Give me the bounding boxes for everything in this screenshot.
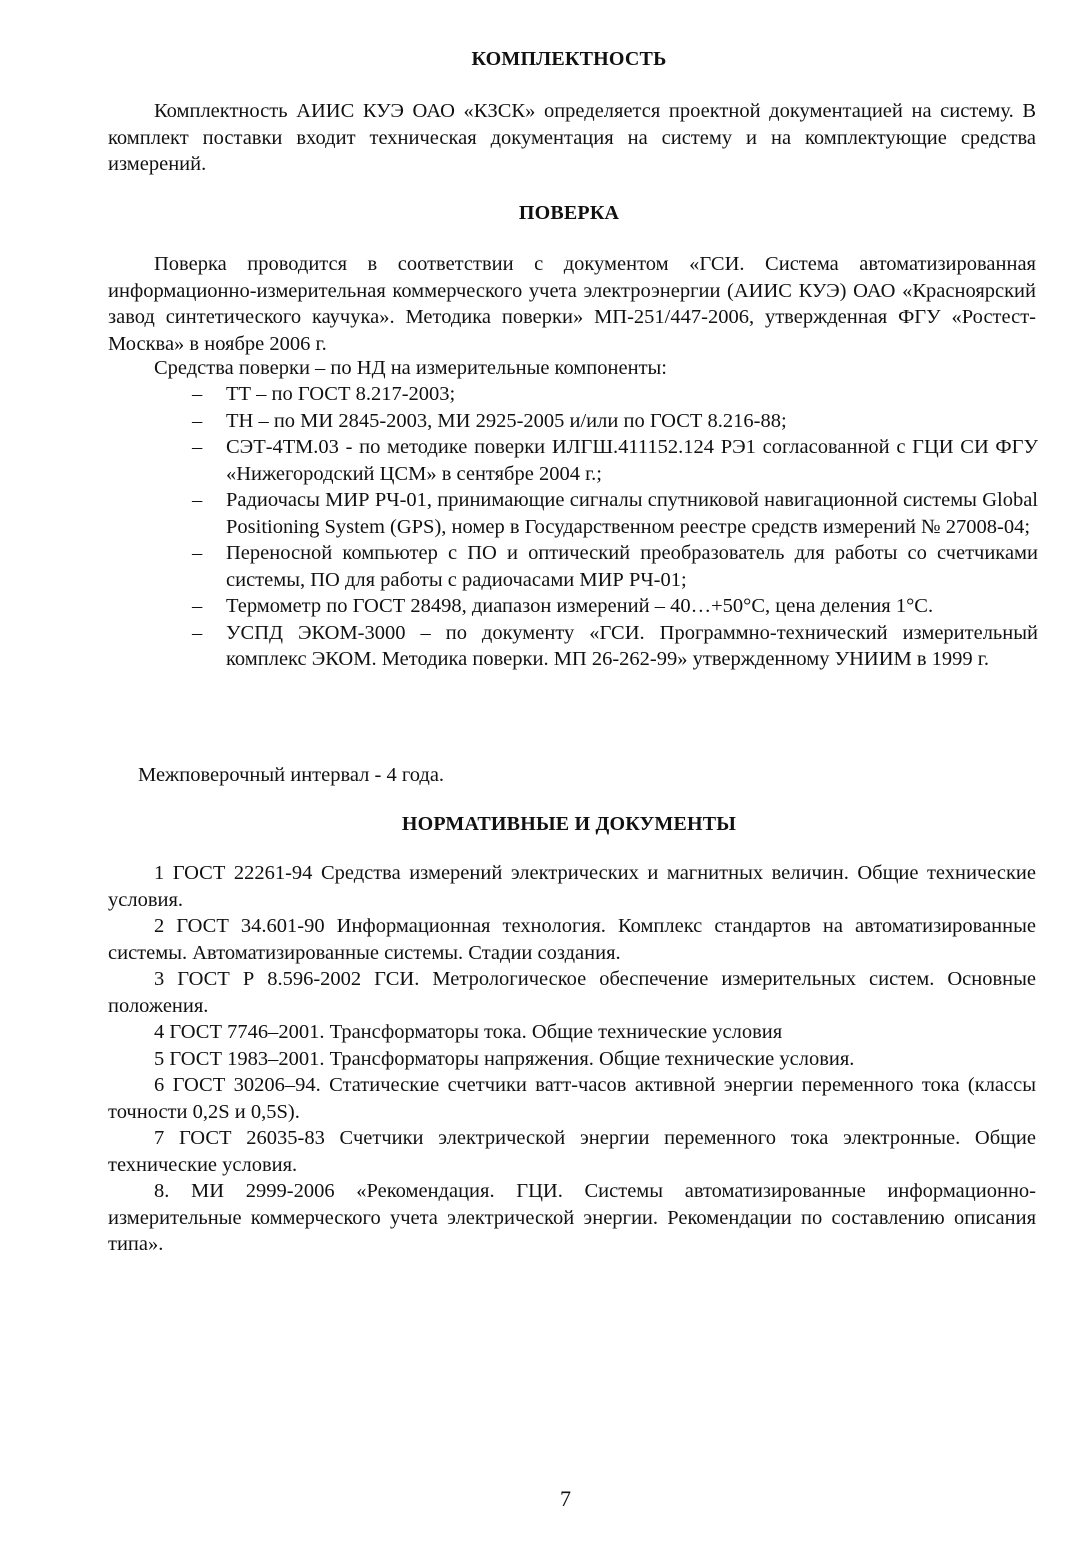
list-item: – Переносной компьютер с ПО и оптический преобразователь для работы со счетчиками системы, ПО для работы с радиочасами МИР РЧ-01; bbox=[192, 542, 1038, 591]
normative-item: 4 ГОСТ 7746–2001. Трансформаторы тока. Общие технические условия bbox=[154, 1021, 783, 1043]
page-number: 7 bbox=[560, 1486, 571, 1511]
normative-item: 1 ГОСТ 22261-94 Средства измерений электрических и магнитных величин. Общие технические условия. bbox=[108, 862, 1036, 911]
dash-bullet: – bbox=[192, 436, 203, 458]
verification-paragraph: Поверка проводится в соответствии с документом «ГСИ. Система автоматизированная информационно-измерительная коммерческого учета электроэнергии (АИИС КУЭ) ОАО «Красноярский завод синтетического каучука». Методика поверки» МП-251/447-2006, утвержденная ФГУ «Ростест-Москва» в ноябре 2006 г. bbox=[108, 253, 1036, 355]
list-item: – УСПД ЭКОМ-3000 – по документу «ГСИ. Программно-технический измерительный комплекс ЭКОМ. Методика поверки. МП 26-262-99» утвержденному УНИИМ в 1999 г. bbox=[192, 621, 1038, 670]
list-item: – ТТ – по ГОСТ 8.217-2003; bbox=[192, 381, 1038, 408]
heading-verification: ПОВЕРКА bbox=[518, 202, 620, 224]
list-item: – Радиочасы МИР РЧ-01, принимающие сигналы спутниковой навигационной системы Global Positioning System (GPS), номер в Государственном реестре средств измерений № 27008-04; bbox=[192, 489, 1038, 538]
dash-bullet: – bbox=[192, 409, 203, 432]
list-item: – ТН – по МИ 2845-2003, МИ 2925-2005 и/или по ГОСТ 8.216-88; bbox=[192, 408, 1038, 435]
normative-item: 8. МИ 2999-2006 «Рекомендация. ГЦИ. Системы автоматизированные информационно-измерительные коммерческого учета электрической энергии. Рекомендации по составлению описания типа». bbox=[108, 1180, 1036, 1255]
verification-means-list bbox=[192, 381, 1038, 673]
verification-interval: Межповерочный интервал - 4 года. bbox=[138, 764, 445, 786]
dash-bullet: – bbox=[192, 542, 203, 564]
dash-bullet: – bbox=[192, 383, 203, 405]
dash-bullet: – bbox=[192, 489, 203, 511]
normative-item: 5 ГОСТ 1983–2001. Трансформаторы напряжения. Общие технические условия. bbox=[154, 1047, 855, 1070]
completeness-paragraph: Комплектность АИИС КУЭ ОАО «КЗСК» определяется проектной документацией на систему. В комплект поставки входит техническая документация на систему и на комплектующие средства измерений. bbox=[108, 100, 1036, 175]
normative-list bbox=[0, 860, 1086, 1258]
normative-item: 6 ГОСТ 30206–94. Статические счетчики ватт-часов активной энергии переменного тока (классы точности 0,2S и 0,5S). bbox=[108, 1074, 1036, 1123]
heading-normative: НОРМАТИВНЫЕ И ДОКУМЕНТЫ bbox=[401, 813, 737, 835]
normative-item: 7 ГОСТ 26035-83 Счетчики электрической энергии переменного тока электронные. Общие технические условия. bbox=[108, 1127, 1036, 1176]
dash-bullet: – bbox=[192, 595, 203, 617]
verification-means-intro: Средства поверки – по НД на измерительные компоненты: bbox=[154, 357, 668, 379]
normative-item: 3 ГОСТ Р 8.596-2002 ГСИ. Метрологическое обеспечение измерительных систем. Основные положения. bbox=[108, 968, 1036, 1017]
heading-completeness: КОМПЛЕКТНОСТЬ bbox=[471, 48, 667, 70]
list-item: – Термометр по ГОСТ 28498, диапазон измерений – 40…+50°С, цена деления 1°С. bbox=[192, 593, 1038, 620]
normative-item: 2 ГОСТ 34.601-90 Информационная технология. Комплекс стандартов на автоматизированные системы. Автоматизированные системы. Стадии создания. bbox=[108, 915, 1036, 964]
dash-bullet: – bbox=[192, 621, 203, 644]
list-item: – СЭТ-4ТМ.03 - по методике поверки ИЛГШ.411152.124 РЭ1 согласованной с ГЦИ СИ ФГУ «Нижегородский ЦСМ» в сентябре 2004 г.; bbox=[192, 436, 1038, 485]
